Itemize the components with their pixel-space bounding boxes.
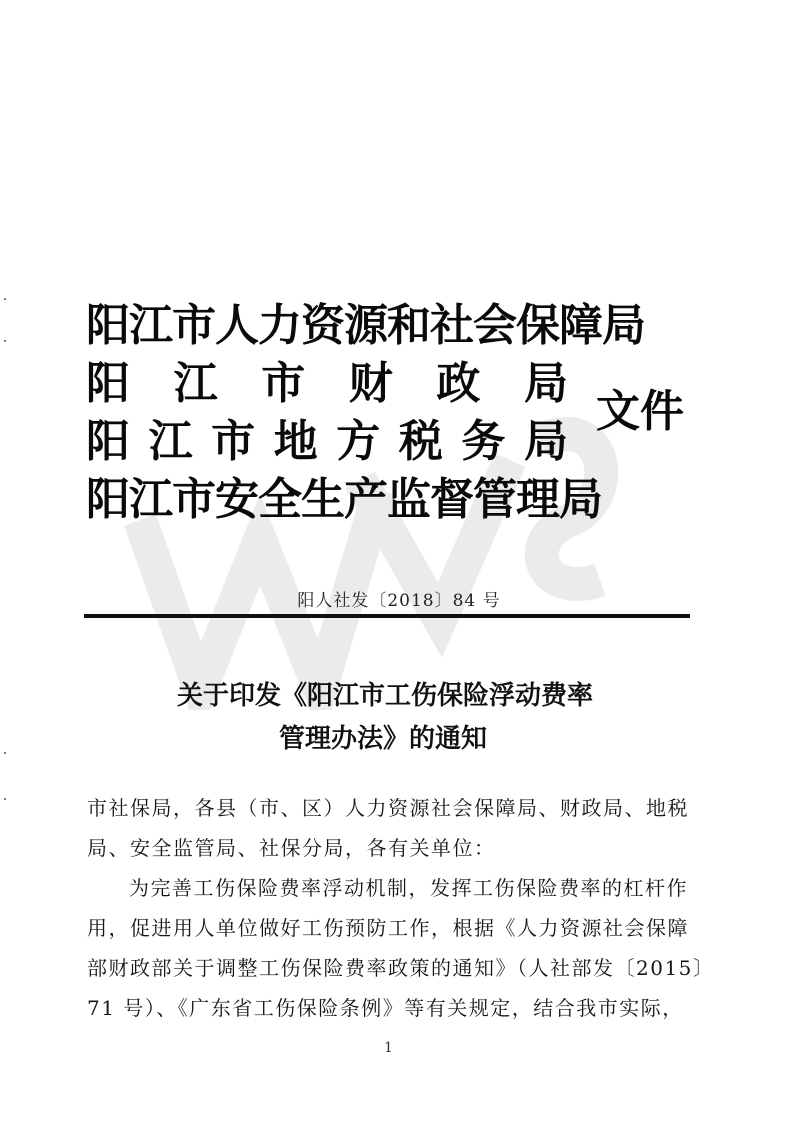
org-name-hr-social-security: 阳江市人力资源和社会保障局: [86, 300, 645, 351]
org-char: 政: [436, 358, 481, 409]
org-char: 方: [336, 416, 381, 467]
body-line: 为完善工伤保险费率浮动机制，发挥工伤保险费率的杠杆作: [129, 876, 688, 900]
org-char: 局: [523, 416, 568, 467]
org-name-work-safety: 阳江市安全生产监督管理局: [86, 474, 602, 525]
scan-dot: [4, 798, 6, 800]
document-body: [87, 788, 715, 1028]
org-char: 江: [148, 416, 193, 467]
org-char: 财: [348, 358, 393, 409]
body-line: 用，促进用人单位做好工伤预防工作，根据《人力资源社会保障: [87, 916, 689, 940]
issuing-organizations: [86, 298, 686, 548]
document-number: 阳人社发〔2018〕84 号: [297, 591, 501, 611]
body-line: 局、安全监管局、社保分局，各有关单位：: [87, 836, 496, 860]
page-number: 1: [384, 1040, 393, 1056]
org-char: 地: [273, 416, 318, 467]
org-char: 税: [398, 416, 443, 467]
body-line: 71 号）、《广东省工伤保险条例》等有关规定，结合我市实际，: [87, 996, 684, 1020]
org-char: 务: [461, 416, 506, 467]
org-char: 局: [523, 358, 568, 409]
org-name-local-tax: [86, 414, 568, 470]
scan-dot: [4, 340, 6, 342]
document-title-line1: 关于印发《阳江市工伤保险浮动费率: [176, 681, 593, 711]
org-char: 阳: [86, 416, 130, 467]
org-char: 市: [211, 416, 256, 467]
org-char: 市: [261, 358, 306, 409]
org-name-finance: [86, 356, 568, 412]
body-line: 部财政部关于调整工伤保险费率政策的通知》（人社部发〔2015〕: [87, 956, 715, 980]
org-char: 江: [173, 358, 218, 409]
document-type-label: 文件: [596, 386, 684, 437]
document-title-line2: 管理办法》的通知: [278, 724, 487, 754]
body-line: 市社保局，各县（市、区）人力资源社会保障局、财政局、地税: [87, 796, 689, 820]
header-divider: [84, 614, 690, 618]
org-char: 阳: [86, 358, 130, 409]
scan-dot: [4, 298, 6, 300]
